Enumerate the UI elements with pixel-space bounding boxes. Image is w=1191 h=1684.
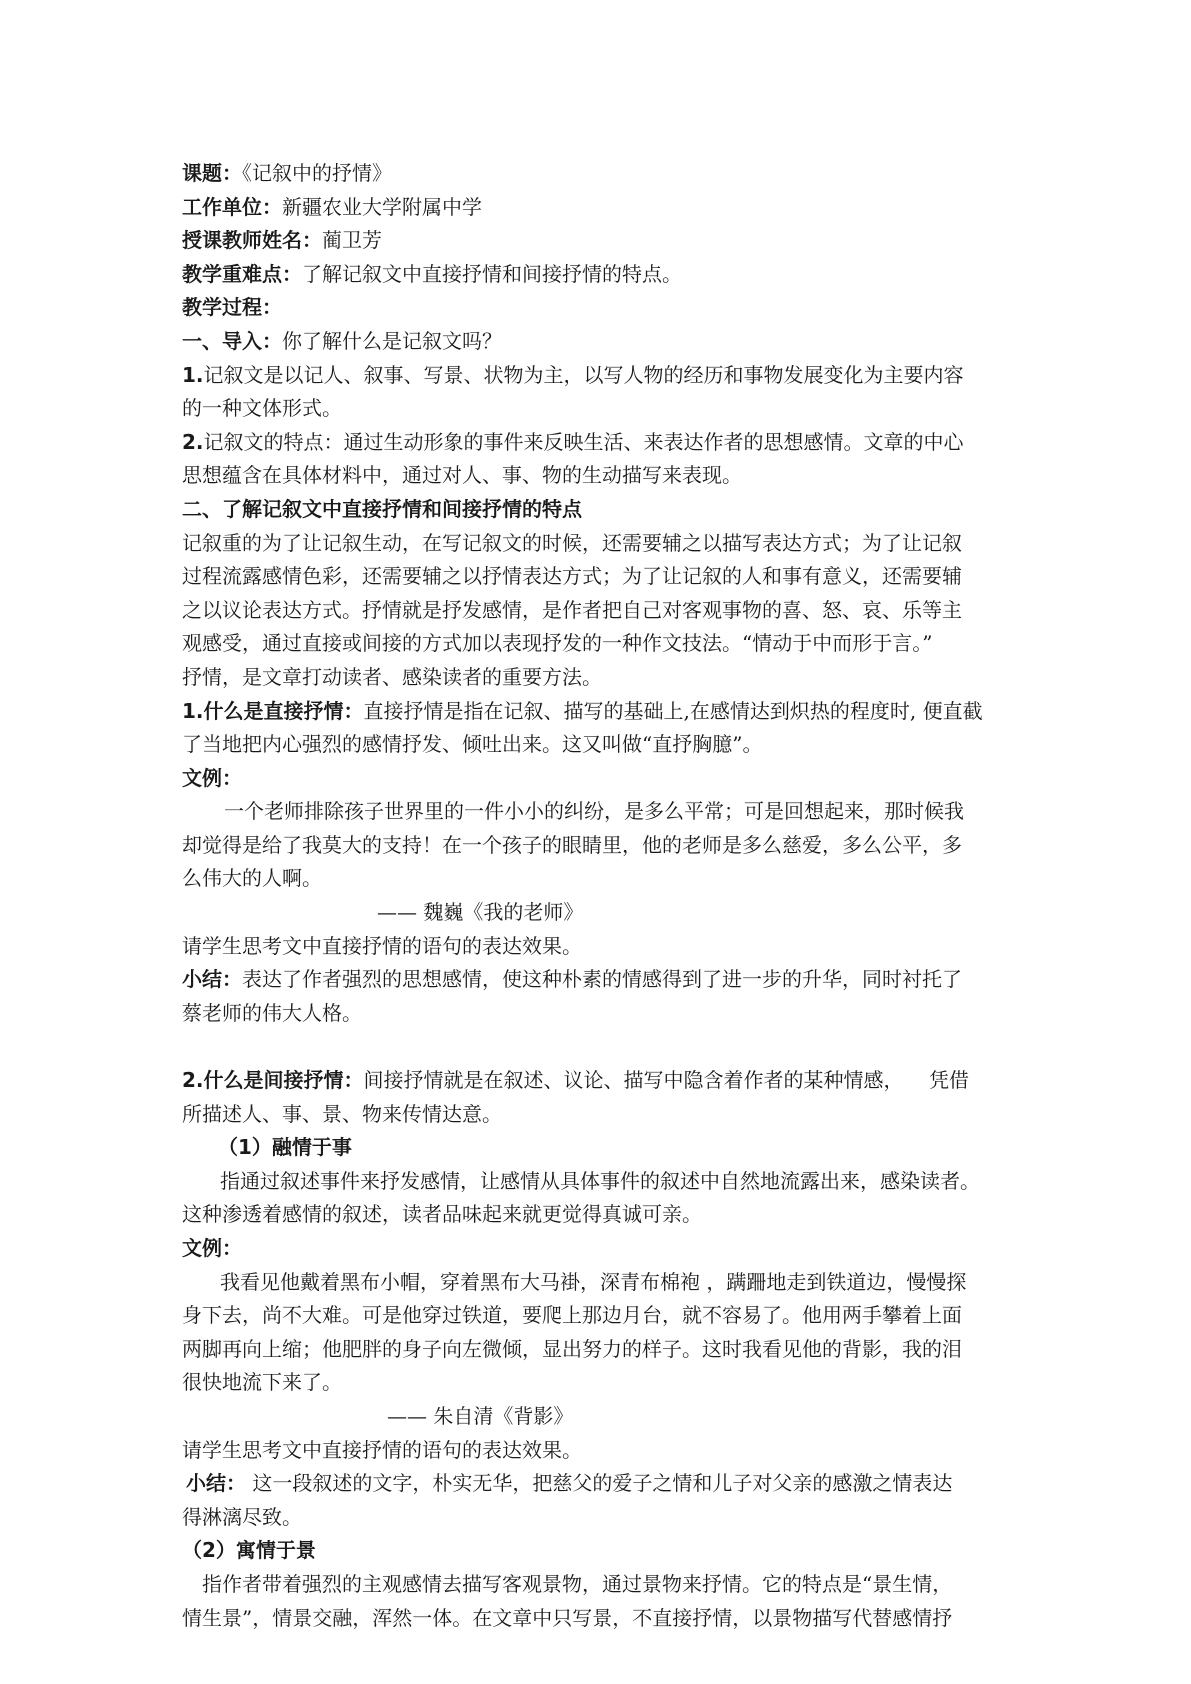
indirect-example-line-1: 我看见他戴着黑布小帽，穿着黑布大马褂，深青布棉袍 ，蹒跚地走到铁道边，慢慢探 <box>220 1269 967 1294</box>
process-label: 教学过程： <box>182 295 282 320</box>
direct-def-line-2: 了当地把内心强烈的感情抒发、倾吐出来。这又叫做“直抒胸臆”。 <box>182 732 763 757</box>
indirect-def-line-2: 所描述人、事、景、物来传情达意。 <box>182 1101 502 1126</box>
document-body <box>182 157 1032 1635</box>
process-line <box>182 291 1032 325</box>
indirect-heading: .什么是间接抒情： <box>195 1068 364 1093</box>
direct-prompt: 请学生思考文中直接抒情的语句的表达效果。 <box>182 933 582 958</box>
intro-p2-number: 2. <box>182 429 204 454</box>
intro-line <box>182 325 1032 359</box>
intro-p2-line-2: 思想蕴含在具体材料中，通过对人、事、物的生动描写来表现。 <box>182 463 742 488</box>
direct-def-line-1 <box>182 695 1032 729</box>
indirect-summary-text: 这一段叙述的文字，朴实无华，把慈父的爱子之情和儿子对父亲的感激之情表达 <box>246 1471 953 1496</box>
direct-summary-text: 表达了作者强烈的思想感情，使这种朴素的情感得到了进一步的升华，同时衬托了 <box>242 967 962 992</box>
focus-line <box>182 258 1032 292</box>
section2-heading: 二、了解记叙文中直接抒情和间接抒情的特点 <box>182 496 582 521</box>
section2-para-line-4: 观感受，通过直接或间接的方式加以表现抒发的一种作文技法。“情动于中而形于言。” <box>182 631 933 656</box>
teacher-label: 授课教师姓名： <box>182 228 322 253</box>
indirect-summary-line-2: 得淋漓尽致。 <box>182 1504 302 1529</box>
direct-example-line-2: 却觉得是给了我莫大的支持！在一个孩子的眼睛里，他的老师是多么慈爱，多么公平，多 <box>182 832 962 857</box>
intro-p2-line-1 <box>182 426 1032 460</box>
direct-example-label: 文例： <box>182 765 242 790</box>
direct-summary-label: 小结： <box>182 967 242 992</box>
intro-label: 一、导入： <box>182 328 282 353</box>
teacher-value: 蔺卫芳 <box>322 228 382 253</box>
indirect-example-line-4: 很快地流下来了。 <box>182 1370 342 1395</box>
unit-line <box>182 191 1032 225</box>
sub1-def-line-1: 指通过叙述事件来抒发感情，让感情从具体事件的叙述中自然地流露出来，感染读者。 <box>220 1168 980 1193</box>
title-label: 课题： <box>182 161 242 185</box>
section2-para-line-2: 过程流露感情色彩，还需要辅之以抒情表达方式；为了让记叙的人和事有意义，还需要辅 <box>182 564 962 589</box>
direct-heading: 1.什么是直接抒情： <box>182 698 364 723</box>
sub1-heading: （1）融情于事 <box>218 1135 352 1160</box>
unit-label: 工作单位： <box>182 194 282 219</box>
focus-value: 了解记叙文中直接抒情和间接抒情的特点。 <box>302 261 682 286</box>
direct-summary-line-2: 蔡老师的伟大人格。 <box>182 1000 362 1025</box>
sub2-def-line-1: 指作者带着强烈的主观感情去描写客观景物，通过景物来抒情。它的特点是“景生情， <box>202 1571 953 1596</box>
direct-example-line-1: 一个老师排除孩子世界里的一件小小的纠纷，是多么平常；可是回想起来，那时候我 <box>224 799 964 824</box>
intro-p2-text: 记叙文的特点：通过生动形象的事件来反映生活、来表达作者的思想感情。文章的中心 <box>203 429 964 454</box>
sub2-def-line-2: 情生景”，情景交融，浑然一体。在文章中只写景，不直接抒情，以景物描写代替感情抒 <box>182 1605 953 1630</box>
indirect-example-line-2: 身下去，尚不大难。可是他穿过铁道，要爬上那边月台，就不容易了。他用两手攀着上面 <box>182 1303 962 1328</box>
direct-summary-line-1 <box>182 963 1032 997</box>
sub1-def-line-2: 这种渗透着感情的叙述，读者品味起来就更觉得真诚可亲。 <box>182 1202 702 1227</box>
spacer <box>182 1030 1032 1064</box>
indirect-prompt: 请学生思考文中直接抒情的语句的表达效果。 <box>182 1437 582 1462</box>
indirect-def-line-1 <box>182 1064 1032 1098</box>
title-value: 《记叙中的抒情》 <box>242 161 392 185</box>
intro-p1-line-1 <box>182 359 1032 393</box>
unit-value: 新疆农业大学附属中学 <box>282 194 482 219</box>
indirect-attribution: —— 朱自清《背影》 <box>387 1403 574 1428</box>
intro-p1-text: 记叙文是以记人、叙事、写景、状物为主，以写人物的经历和事物发展变化为主要内容 <box>203 362 964 387</box>
title-line <box>182 157 1032 191</box>
section2-para-line-3: 之以议论表达方式。抒情就是抒发感情，是作者把自己对客观事物的喜、怒、哀、乐等主 <box>182 597 962 622</box>
section2-para-line-1: 记叙重的为了让记叙生动，在写记叙文的时候，还需要辅之以描写表达方式；为了让记叙 <box>182 530 962 555</box>
intro-p1-line-2: 的一种文体形式。 <box>182 396 342 421</box>
direct-attribution: —— 魏巍《我的老师》 <box>377 900 584 925</box>
intro-p1-number: 1. <box>182 362 204 387</box>
indirect-summary-line-1 <box>182 1467 1032 1501</box>
direct-def-text: 直接抒情是指在记叙、描写的基础上,在感情达到炽热的程度时, 便直截 <box>363 698 983 723</box>
indirect-example-line-3: 两脚再向上缩；他肥胖的身子向左微倾，显出努力的样子。这时我看见他的背影，我的泪 <box>182 1336 962 1361</box>
focus-label: 教学重难点： <box>182 261 302 286</box>
indirect-summary-label: 小结： <box>186 1471 246 1496</box>
teacher-line <box>182 224 1032 258</box>
intro-question: 你了解什么是记叙文吗？ <box>282 328 502 353</box>
indirect-number: 2 <box>182 1068 196 1093</box>
indirect-example-label: 文例： <box>182 1236 242 1260</box>
section2-para-line-5: 抒情，是文章打动读者、感染读者的重要方法。 <box>182 664 602 689</box>
direct-example-line-3: 么伟大的人啊。 <box>182 866 322 891</box>
sub2-heading: （2）寓情于景 <box>182 1538 316 1563</box>
indirect-def-text: 间接抒情就是在叙述、议论、描写中隐含着作者的某种情感， 凭借 <box>363 1068 969 1093</box>
